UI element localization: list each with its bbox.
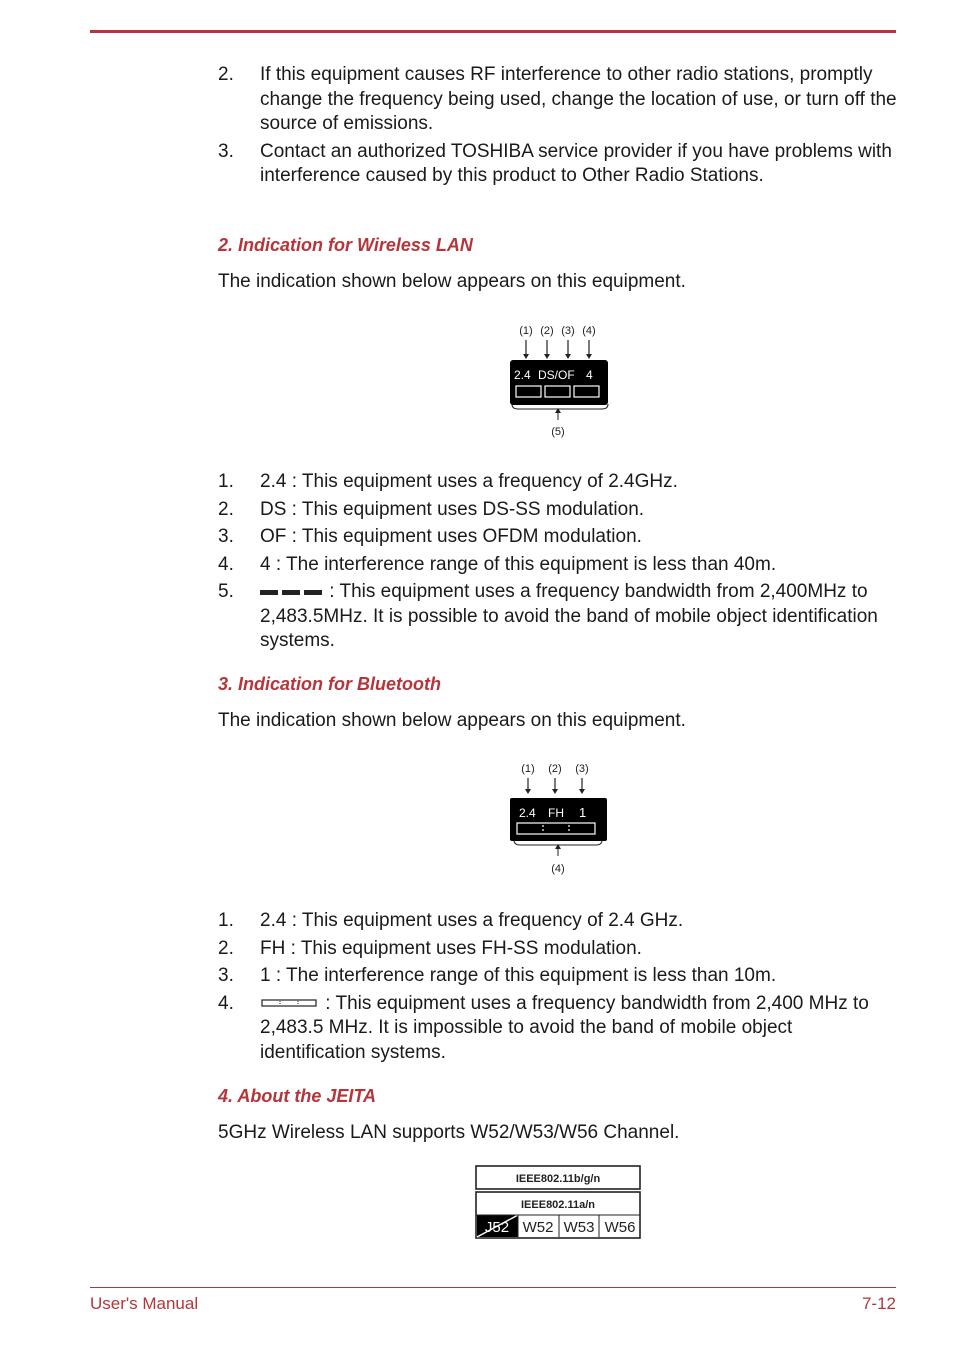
channel-j52: J52 (484, 1219, 510, 1236)
jeita-label-figure (474, 1164, 644, 1247)
list-text (260, 580, 898, 654)
label-4: 4 (586, 368, 593, 382)
list-text: If this equipment causes RF interference to other radio stations, promptly change the frequency being used, change the location of use, or turn off the source of emissions. (260, 64, 897, 134)
callout-4: (4) (582, 325, 596, 337)
section-intro: The indication shown below appears on this equipment. (218, 710, 686, 731)
callout-3: (3) (561, 325, 575, 337)
callout-5: (5) (551, 426, 565, 438)
ieee-an-label: IEEE802.11a/n (521, 1199, 595, 1211)
section-heading-bluetooth: 3. Indication for Bluetooth (218, 674, 441, 694)
section-heading-wireless-lan: 2. Indication for Wireless LAN (218, 235, 473, 255)
callout-2: (2) (548, 763, 562, 775)
list-text: 1 : The interference range of this equipment is less than 10m. (260, 965, 777, 986)
section-heading-jeita: 4. About the JEITA (218, 1086, 377, 1106)
list-text: 2.4 : This equipment uses a frequency of 2.4 GHz. (260, 910, 684, 931)
list-item (218, 525, 898, 550)
list-number: 5. (218, 581, 234, 602)
list-number: 1. (218, 910, 234, 931)
footer-page-number: 7-12 (861, 1294, 896, 1313)
list-item (218, 470, 898, 495)
list-number: 2. (218, 64, 234, 85)
callout-1: (1) (521, 763, 535, 775)
callout-arrows (526, 340, 589, 356)
list-item (218, 992, 898, 1066)
list-text: 2.4 : This equipment uses a frequency of 2.4GHz. (260, 471, 678, 492)
callout-3: (3) (575, 763, 589, 775)
section-intro: The indication shown below appears on this equipment. (218, 271, 686, 292)
callout-4: (4) (551, 863, 565, 875)
list-item (218, 63, 898, 137)
list-item (218, 909, 898, 934)
header-rule (90, 30, 896, 33)
label-fh: FH (548, 806, 564, 820)
list-item (218, 964, 898, 989)
list-number: 3. (218, 140, 234, 162)
footer-rule (90, 1287, 896, 1288)
label-ds-of: DS/OF (538, 368, 575, 382)
list-text: 4 : The interference range of this equipment is less than 40m. (260, 553, 777, 575)
callout-2: (2) (540, 325, 554, 337)
label-2-4: 2.4 (519, 806, 536, 820)
callout-1: (1) (519, 325, 533, 337)
list-item (218, 498, 898, 523)
list-item (218, 937, 898, 962)
label-1: 1 (579, 805, 587, 820)
channel-w52: W52 (522, 1219, 554, 1236)
list-number: 2. (218, 498, 234, 520)
list-text: FH : This equipment uses FH-SS modulation. (260, 937, 642, 959)
list-number: 3. (218, 526, 234, 547)
list-text-body: : This equipment uses a frequency bandwidth from 2,400 MHz to 2,483.5 MHz. It is impossible to avoid the band of mobile object identification systems. (260, 992, 869, 1063)
list-item (218, 140, 898, 189)
band-outline-icon (260, 997, 320, 1009)
list-text: DS : This equipment uses DS-SS modulation. (260, 498, 645, 520)
list-text (260, 992, 898, 1066)
wireless-lan-indication-figure (500, 318, 620, 448)
list-item (218, 553, 898, 578)
list-number: 4. (218, 992, 234, 1014)
list-text: Contact an authorized TOSHIBA service provider if you have problems with interference caused by this product to Other Radio Stations. (260, 140, 892, 186)
list-bluetooth (218, 909, 898, 1068)
list-item (218, 580, 898, 654)
list-number: 1. (218, 471, 234, 492)
list-number: 4. (218, 553, 234, 575)
list-number: 2. (218, 937, 234, 959)
label-2-4: 2.4 (514, 368, 531, 382)
section-intro: 5GHz Wireless LAN supports W52/W53/W56 Channel. (218, 1122, 680, 1143)
list-wireless-lan (218, 470, 898, 657)
wlan-label-plate (510, 360, 608, 405)
band-solid-icon (260, 587, 324, 597)
bluetooth-indication-figure (500, 757, 620, 887)
list-top (218, 63, 898, 192)
channel-w53: W53 (563, 1219, 595, 1236)
footer-manual-title: User's Manual (90, 1294, 199, 1313)
list-text: OF : This equipment uses OFDM modulation. (260, 526, 642, 547)
list-text-body: : This equipment uses a frequency bandwidth from 2,400MHz to 2,483.5MHz. It is possible to avoid the band of mobile object identification systems. (260, 581, 878, 651)
channel-w56: W56 (604, 1219, 636, 1236)
ieee-bgn-label: IEEE802.11b/g/n (515, 1173, 601, 1185)
list-number: 3. (218, 965, 234, 986)
